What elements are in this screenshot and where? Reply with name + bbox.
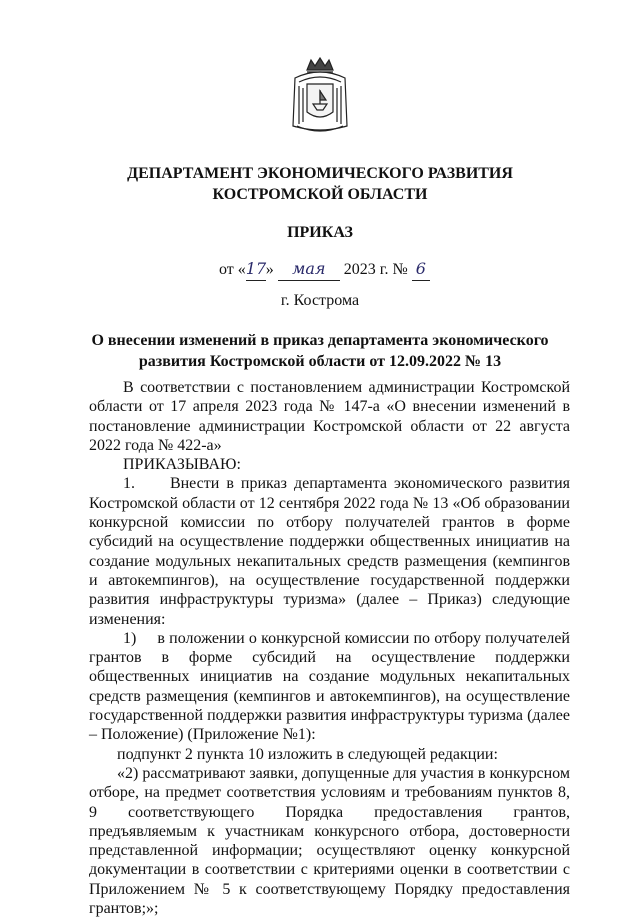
date-day-handwritten: 17	[246, 258, 266, 281]
date-line	[219, 258, 459, 280]
city: г. Кострома	[280, 292, 360, 309]
date-month-handwritten: мая	[278, 258, 340, 281]
coat-of-arms-icon	[285, 56, 355, 138]
date-prefix: от «	[219, 261, 246, 278]
date-year-text: 2023 г. №	[343, 261, 408, 278]
department-name-line2: КОСТРОМСКОЙ ОБЛАСТИ	[212, 186, 428, 203]
date-mid: »	[265, 261, 274, 278]
preamble-paragraph: В соответствии с постановлением администрации Костромской области от 17 апреля 2023 года № 147-а «О внесении изменений в постановление администрации Костромской области от 22 августа 2022 года № 422-а»	[89, 379, 570, 454]
subclause-instruction: подпункт 2 пункта 10 изложить в следующей редакции:	[117, 745, 498, 763]
document-type-title: ПРИКАЗ	[287, 224, 353, 241]
clause-1: 1. Внести в приказ департамента экономического развития Костромской области от 12 сентября 2022 года № 13 «Об образовании конкурсной комиссии по отбору получателей грантов в форме субсидий на осуществление поддержки общественных инициатив на создание модульных некапитальных средств размещения (кемпингов и автокемпингов), на осуществление государственной поддержки развития инфраструктуры туризма» (далее – Приказ) следующие изменения:	[89, 475, 570, 628]
order-keyword: ПРИКАЗЫВАЮ:	[123, 456, 241, 474]
order-body	[89, 378, 570, 918]
clause-1-1: 1) в положении о конкурсной комиссии по отбору получателей грантов в форме субсидий на осуществление поддержки общественных инициатив на создание модульных некапитальных средств размещения (кемпингов и автокемпингов), на осуществление государственной поддержки развития инфраструктуры туризма (далее – Положение) (Приложение №1):	[89, 629, 570, 744]
order-number-handwritten: 6	[412, 258, 430, 281]
order-subject: О внесении изменений в приказ департамента экономического развития Костромской области от 12.09.2022 № 13	[91, 332, 549, 370]
subclause-text: «2) рассматривают заявки, допущенные для участия в конкурсном отборе, на предмет соответствия условиям и требованиям пунктов 8, 9 соответствующего Порядка предоставления грантов, предъявляемым к участникам конкурсного отбора, достоверности представленной информации; осуществляют оценку конкурсной документации в соответствии с критериями оценки в соответствии с Приложением № 5 к соответствующему Порядку предоставления грантов;»;	[89, 764, 570, 918]
department-name-line1: ДЕПАРТАМЕНТ ЭКОНОМИЧЕСКОГО РАЗВИТИЯ	[127, 165, 513, 182]
